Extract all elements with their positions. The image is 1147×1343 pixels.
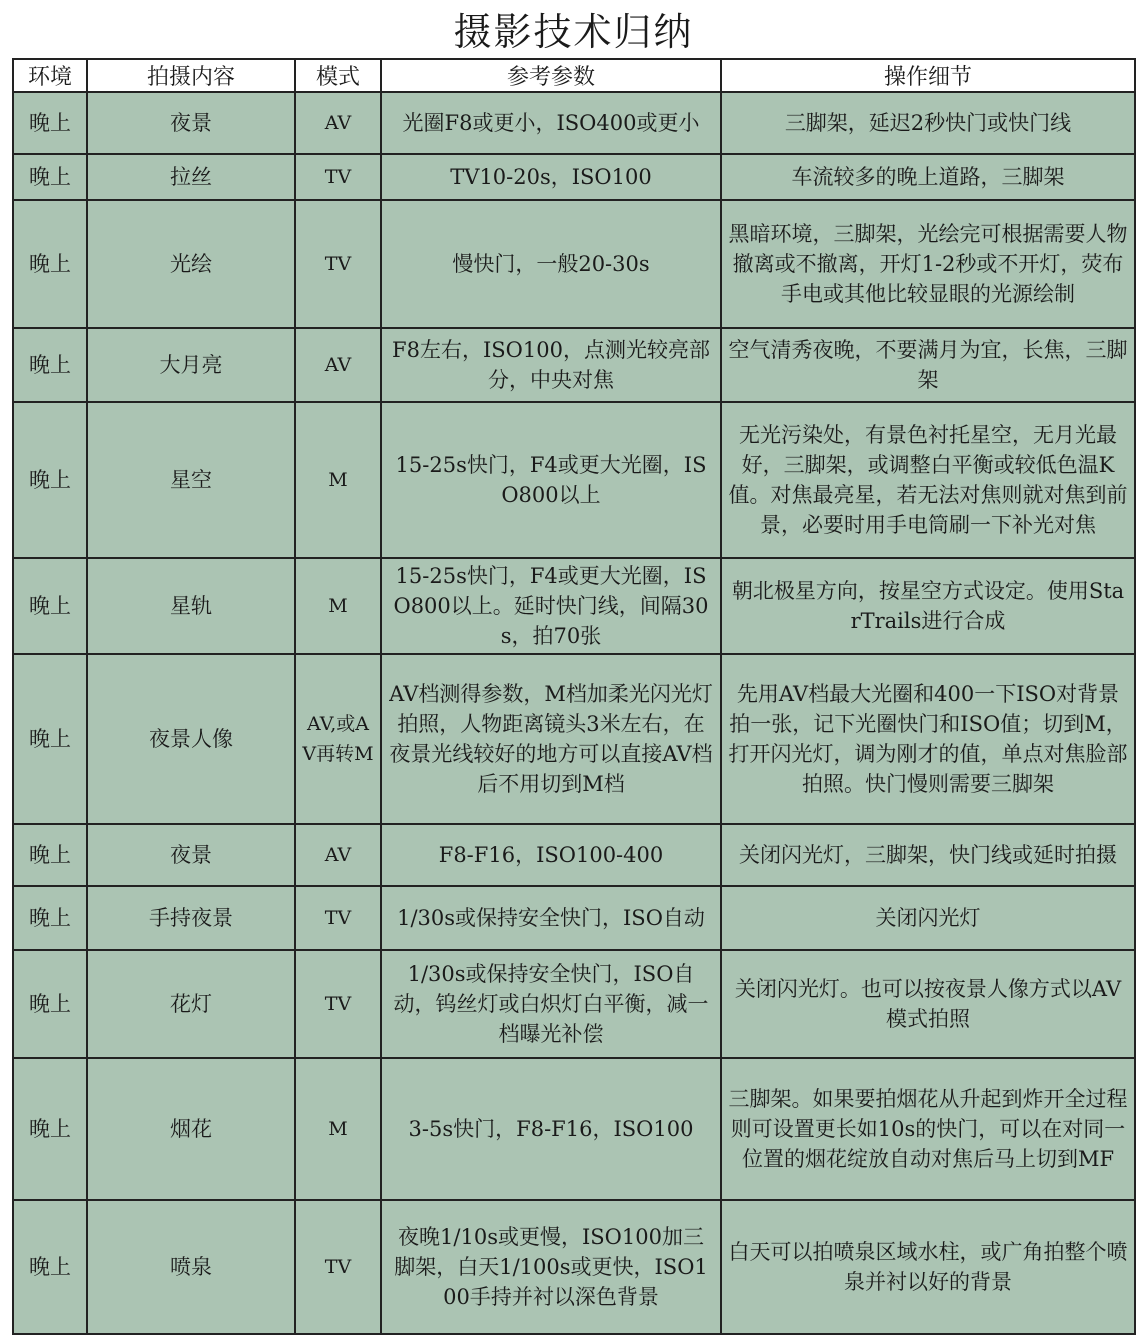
environment-cell: 晚上 [13,1200,87,1334]
subject-cell: 手持夜景 [87,886,295,950]
page-title: 摄影技术归纳 [453,10,694,54]
header-mode: 模式 [295,59,381,92]
environment-cell: 晚上 [13,92,87,154]
mode-cell: TV [295,200,381,328]
params-cell: 光圈F8或更小，ISO400或更小 [381,92,721,154]
params-cell: F8-F16，ISO100-400 [381,824,721,886]
params-cell: 15-25s快门，F4或更大光圈，ISO800以上。延时快门线，间隔30s，拍70张 [381,558,721,654]
environment-cell: 晚上 [13,654,87,824]
environment-cell: 晚上 [13,886,87,950]
subject-cell: 喷泉 [87,1200,295,1334]
details-cell: 空气清秀夜晚，不要满月为宜，长焦，三脚架 [721,328,1135,402]
environment-cell: 晚上 [13,200,87,328]
params-cell: 1/30s或保持安全快门，ISO自动，钨丝灯或白炽灯白平衡，减一档曝光补偿 [381,950,721,1058]
params-cell: F8左右，ISO100，点测光较亮部分，中央对焦 [381,328,721,402]
mode-cell: TV [295,1200,381,1334]
params-cell: 1/30s或保持安全快门，ISO自动 [381,886,721,950]
details-cell: 白天可以拍喷泉区域水柱，或广角拍整个喷泉并衬以好的背景 [721,1200,1135,1334]
subject-cell: 星空 [87,402,295,558]
details-cell: 关闭闪光灯 [721,886,1135,950]
subject-cell: 星轨 [87,558,295,654]
environment-cell: 晚上 [13,824,87,886]
photography-summary-table [12,58,1136,1335]
subject-cell: 大月亮 [87,328,295,402]
table-row [13,92,1135,154]
params-cell: 15-25s快门，F4或更大光圈，ISO800以上 [381,402,721,558]
params-cell: 夜晚1/10s或更慢，ISO100加三脚架，白天1/100s或更快，ISO100手持并衬以深色背景 [381,1200,721,1334]
environment-cell: 晚上 [13,558,87,654]
environment-cell: 晚上 [13,402,87,558]
table-row [13,154,1135,200]
subject-cell: 夜景人像 [87,654,295,824]
header-environment: 环境 [13,59,87,92]
details-cell: 黑暗环境，三脚架，光绘完可根据需要人物撤离或不撤离，开灯1-2秒或不开灯，荧布手电或其他比较显眼的光源绘制 [721,200,1135,328]
mode-cell: AV,或AV再转M [295,654,381,824]
details-cell: 三脚架，延迟2秒快门或快门线 [721,92,1135,154]
details-cell: 车流较多的晚上道路，三脚架 [721,154,1135,200]
mode-cell: TV [295,886,381,950]
subject-cell: 夜景 [87,92,295,154]
params-cell: 3-5s快门，F8-F16，ISO100 [381,1058,721,1200]
details-cell: 三脚架。如果要拍烟花从升起到炸开全过程则可设置更长如10s的快门，可以在对同一位置的烟花绽放自动对焦后马上切到MF [721,1058,1135,1200]
environment-cell: 晚上 [13,328,87,402]
subject-cell: 花灯 [87,950,295,1058]
details-cell: 关闭闪光灯，三脚架，快门线或延时拍摄 [721,824,1135,886]
mode-cell: M [295,558,381,654]
mode-cell: TV [295,154,381,200]
mode-cell: M [295,1058,381,1200]
mode-cell: M [295,402,381,558]
header-subject: 拍摄内容 [87,59,295,92]
mode-cell: TV [295,950,381,1058]
params-cell: 慢快门，一般20-30s [381,200,721,328]
details-cell: 关闭闪光灯。也可以按夜景人像方式以AV模式拍照 [721,950,1135,1058]
subject-cell: 夜景 [87,824,295,886]
environment-cell: 晚上 [13,950,87,1058]
subject-cell: 烟花 [87,1058,295,1200]
table-header-row [13,59,1135,92]
details-cell: 朝北极星方向，按星空方式设定。使用StarTrails进行合成 [721,558,1135,654]
table-row [13,654,1135,824]
subject-cell: 拉丝 [87,154,295,200]
header-operation-details: 操作细节 [721,59,1135,92]
table-row [13,1058,1135,1200]
details-cell: 无光污染处，有景色衬托星空，无月光最好，三脚架，或调整白平衡或较低色温K值。对焦最亮星，若无法对焦则就对焦到前景，必要时用手电筒刷一下补光对焦 [721,402,1135,558]
table-row [13,886,1135,950]
subject-cell: 光绘 [87,200,295,328]
mode-cell: AV [295,92,381,154]
header-reference-params: 参考参数 [381,59,721,92]
table-row [13,328,1135,402]
table-row [13,200,1135,328]
environment-cell: 晚上 [13,1058,87,1200]
table-row [13,1200,1135,1334]
table-row [13,824,1135,886]
table-row [13,402,1135,558]
mode-cell: AV [295,824,381,886]
details-cell: 先用AV档最大光圈和400一下ISO对背景拍一张，记下光圈快门和ISO值；切到M，打开闪光灯，调为刚才的值，单点对焦脸部拍照。快门慢则需要三脚架 [721,654,1135,824]
params-cell: AV档测得参数，M档加柔光闪光灯拍照，人物距离镜头3米左右，在夜景光线较好的地方可以直接AV档后不用切到M档 [381,654,721,824]
table-row [13,558,1135,654]
params-cell: TV10-20s，ISO100 [381,154,721,200]
mode-cell: AV [295,328,381,402]
table-row [13,950,1135,1058]
table-body [13,92,1135,1334]
environment-cell: 晚上 [13,154,87,200]
